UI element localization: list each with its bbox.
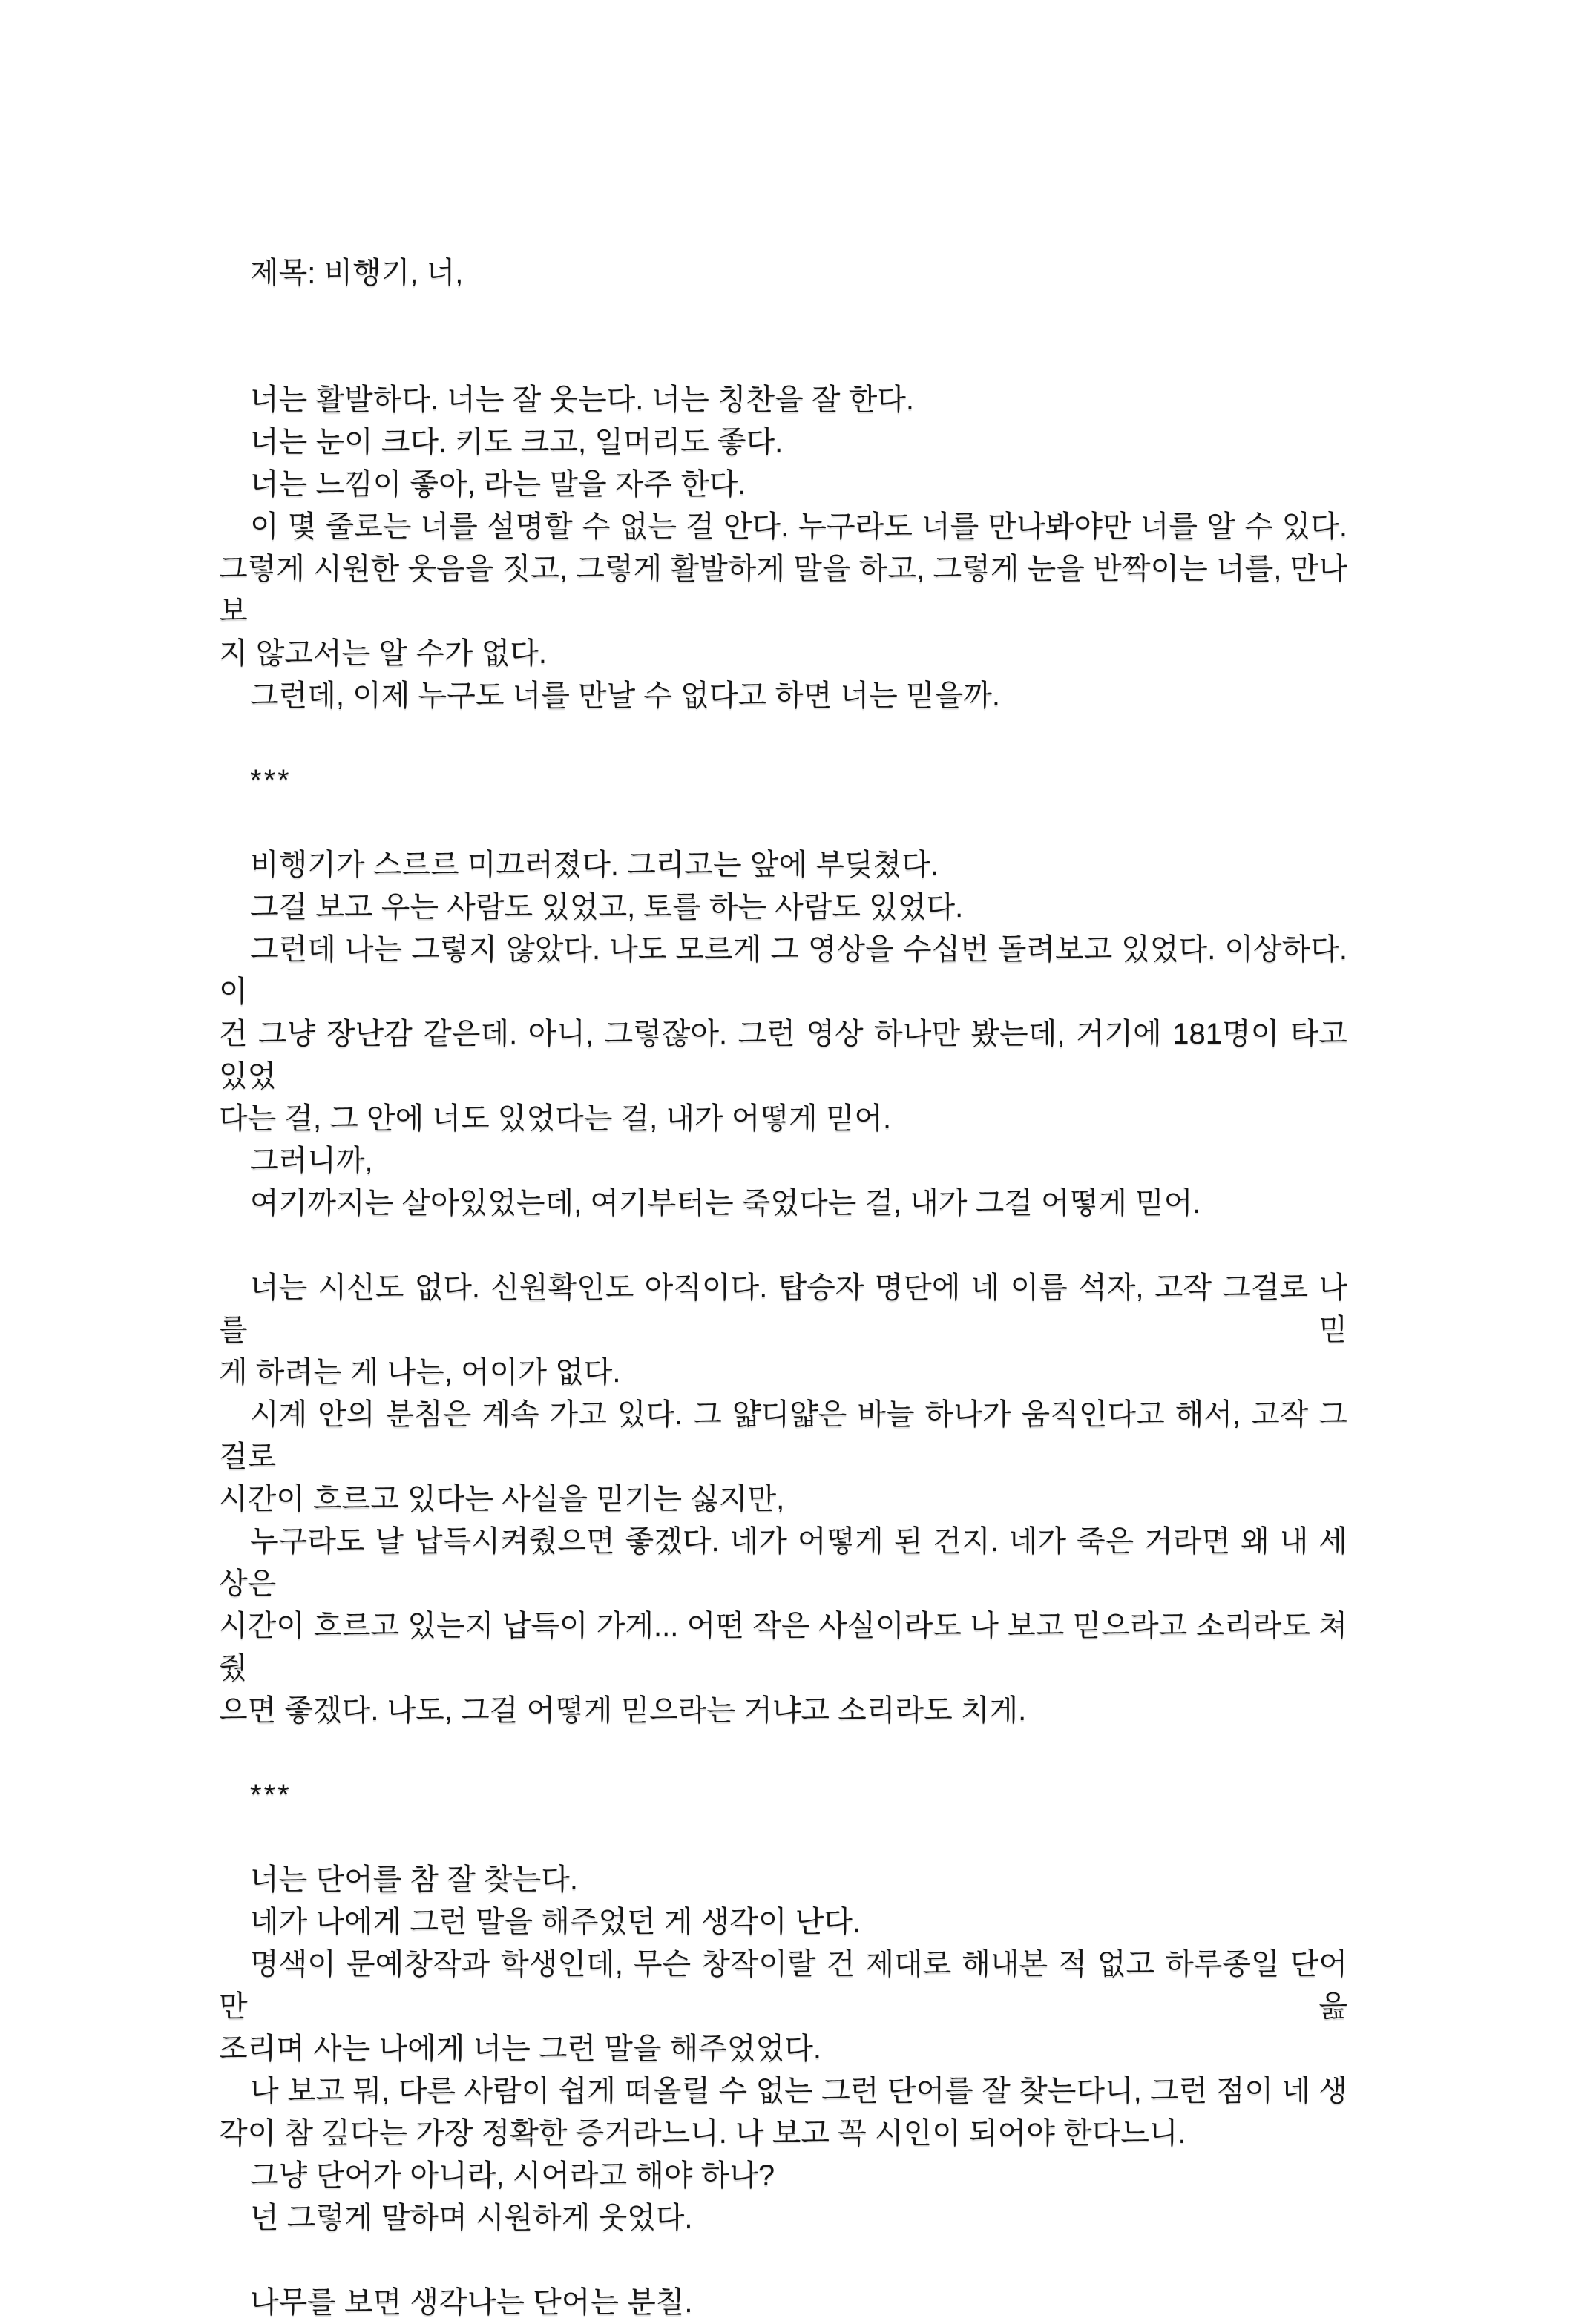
blank-line: [219, 294, 1347, 337]
blank-line: [219, 1732, 1347, 1774]
text-line: 건 그냥 장난감 같은데. 아니, 그렇잖아. 그런 영상 하나만 봤는데, 거기에 181명이 타고 있었: [219, 1018, 1356, 1093]
blank-line: [219, 337, 1347, 379]
text-line: 다는 걸, 그 안에 너도 있었다는 걸, 내가 어떻게 믿어.: [219, 1102, 892, 1135]
text-line: 조리며 사는 나에게 너는 그런 말을 해주었었다.: [219, 2032, 821, 2065]
text-line: 명색이 문예창작과 학생인데, 무슨 창작이랄 건 제대로 해내본 적 없고 하루종일 단어만 읊: [219, 1948, 1347, 2023]
text-line: 그냥 단어가 아니라, 시어라고 해야 하나?: [250, 2159, 775, 2192]
text-line: 나 보고 뭐, 다른 사람이 쉽게 떠올릴 수 없는 그런 단어를 잘 찾는다니, 그런 점이 네 생: [250, 2075, 1347, 2107]
text-line: 너는 눈이 크다. 키도 크고, 일머리도 좋다.: [250, 426, 784, 458]
blank-line: [219, 1817, 1347, 1859]
text-line: 그걸 보고 우는 사람도 있었고, 토를 하는 사람도 있었다.: [250, 891, 964, 924]
text-line: 시간이 흐르고 있다는 사실을 믿기는 싫지만,: [219, 1483, 785, 1515]
text-line: 비행기가 스르르 미끄러졌다. 그리고는 앞에 부딪쳤다.: [250, 849, 939, 881]
text-line: 그런데 나는 그렇지 않았다. 나도 모르게 그 영상을 수십번 돌려보고 있었다. 이상하다. 이: [219, 933, 1356, 1008]
text-line: 여기까지는 살아있었는데, 여기부터는 죽었다는 걸, 내가 그걸 어떻게 믿어.: [250, 1187, 1201, 1219]
text-line: 너는 활발하다. 너는 잘 웃는다. 너는 칭찬을 잘 한다.: [250, 384, 915, 416]
text-line: 게 하려는 게 나는, 어이가 없다.: [219, 1356, 621, 1389]
blank-line: [219, 802, 1347, 844]
section-separator: ***: [250, 764, 292, 797]
text-line: 너는 시신도 없다. 신원확인도 아직이다. 탑승자 명단에 네 이름 석자, 고작 그걸로 나를 믿: [219, 1271, 1347, 1346]
text-line: 그러니까,: [250, 1145, 373, 1177]
text-line: 이 몇 줄로는 너를 설명할 수 없는 걸 안다. 누구라도 너를 만나봐야만 너를 알 수 있다.: [250, 510, 1347, 543]
section-separator: ***: [250, 1779, 292, 1811]
text-line: 각이 참 깊다는 가장 정확한 증거라느니. 나 보고 꼭 시인이 되어야 한다느니.: [219, 2117, 1186, 2150]
text-line: 시간이 흐르고 있는지 납득이 가게... 어떤 작은 사실이라도 나 보고 믿으라고 소리라도 쳐줬: [219, 1610, 1347, 1685]
text-line: 으면 좋겠다. 나도, 그걸 어떻게 믿으라는 거냐고 소리라도 치게.: [219, 1694, 1027, 1727]
document-title: 제목: 비행기, 너,: [250, 257, 464, 289]
text-line: 네가 나에게 그런 말을 해주었던 게 생각이 난다.: [250, 1906, 861, 1938]
text-line: 그렇게 시원한 웃음을 짓고, 그렇게 활발하게 말을 하고, 그렇게 눈을 반짝이는 너를, 만나보: [219, 553, 1347, 628]
blank-line: [219, 2239, 1347, 2282]
text-line: 나무를 보면 생각나는 단어는 분칠.: [250, 2286, 693, 2319]
text-line: 넌 그렇게 말하며 시원하게 웃었다.: [250, 2202, 693, 2234]
text-line: 누구라도 날 납득시켜줬으면 좋겠다. 네가 어떻게 된 건지. 네가 죽은 거라면 왜 내 세상은: [219, 1525, 1347, 1600]
text-line: 그런데, 이제 누구도 너를 만날 수 없다고 하면 너는 믿을까.: [250, 679, 1000, 712]
blank-line: [219, 717, 1347, 760]
text-line: 너는 단어를 참 잘 찾는다.: [250, 1863, 578, 1896]
document-body: [219, 252, 1356, 2324]
text-line: 지 않고서는 알 수가 없다.: [219, 637, 547, 670]
blank-line: [219, 1225, 1347, 1267]
text-line: 너는 느낌이 좋아, 라는 말을 자주 한다.: [250, 468, 746, 501]
text-line: 시계 안의 분침은 계속 가고 있다. 그 얇디얇은 바늘 하나가 움직인다고 해서, 고작 그걸로: [219, 1398, 1347, 1473]
